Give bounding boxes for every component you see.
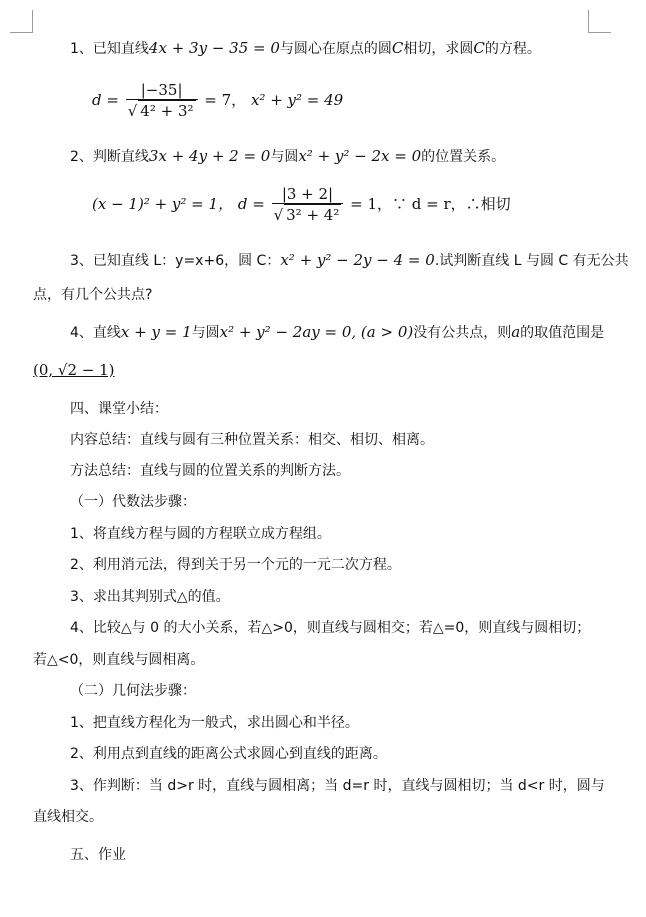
q2-text: 2、判断直线 [70,149,149,165]
q4-text-mid: 与圆 [191,325,220,341]
q4-text: 4、直线 [70,325,121,341]
page-corner-mark-top-left [10,10,33,33]
q4-answer: (0, √2 − 1) [33,361,115,379]
q1-line-equation: 4x + 3y − 35 = 0 [148,39,280,57]
q2-solution-d: d = [237,195,270,213]
geometry-heading: （二）几何法步骤： [70,683,196,699]
q2-solution-fraction [272,185,344,225]
q1-text-mid: 与圆心在原点的圆 [279,41,392,57]
q2-fraction-numerator: |3 + 2| [272,185,344,204]
question-3-line-2: 点，有几个公共点? [33,287,153,303]
q2-text-mid: 与圆 [270,149,299,165]
q1-solution [92,80,343,121]
q4-line-equation: x + y = 1 [120,323,192,341]
algebra-step-1: 1、将直线方程与圆的方程联立成方程组。 [70,526,331,542]
summary-heading: 四、课堂小结： [70,401,168,417]
geometry-step-3-line-2: 直线相交。 [33,809,103,825]
q2-text-end: 的位置关系。 [421,149,506,165]
q4-text-end: 的取值范围是 [520,325,605,341]
geometry-step-2: 2、利用点到直线的距离公式求圆心到直线的距离。 [70,746,387,762]
q1-solution-circle: x² + y² = 49 [250,91,344,109]
q2-solution-result: = 1，∵ d = r，∴相切 [350,195,511,213]
summary-method: 方法总结：直线与圆的位置关系的判断方法。 [70,463,350,479]
algebra-heading: （一）代数法步骤： [70,494,196,510]
algebra-step-4-line-1: 4、比较△与 0 的大小关系，若△>0，则直线与圆相交；若△=0，则直线与圆相切； [70,620,591,636]
algebra-step-2: 2、利用消元法，得到关于另一个元的一元二次方程。 [70,557,401,573]
question-4 [70,322,604,343]
q1-circle-var-2: C [473,39,485,57]
summary-content: 内容总结：直线与圆有三种位置关系：相交、相切、相离。 [70,432,434,448]
question-1 [70,38,541,59]
q2-fraction-denominator: √ 3² + 4² [273,206,340,224]
page-corner-mark-top-right [588,10,611,33]
q3-text: 3、已知直线 L：y=x+6，圆 C： [70,253,281,269]
q1-fraction-denominator: √ 4² + 3² [127,102,194,120]
q1-solution-result: = 7， [204,91,247,109]
q1-solution-fraction [126,81,198,121]
question-3-line-1 [70,250,629,271]
q2-solution-circle: (x − 1)² + y² = 1， [92,195,234,213]
q1-solution-d: d = [92,91,119,109]
q3-circle-equation: x² + y² − 2y − 4 = 0 [280,251,435,269]
q4-circle-equation: x² + y² − 2ay = 0, (a > 0) [219,323,414,341]
question-2 [70,146,505,167]
algebra-step-3: 3、求出其判别式△的值。 [70,589,230,605]
q4-text-mid2: 没有公共点，则 [413,325,512,341]
q2-circle-equation: x² + y² − 2x = 0 [298,147,422,165]
q2-solution [92,184,511,225]
algebra-step-4-line-2: 若△<0，则直线与圆相离。 [33,652,205,668]
q2-line-equation: 3x + 4y + 2 = 0 [148,147,271,165]
geometry-step-1: 1、把直线方程化为一般式，求出圆心和半径。 [70,715,359,731]
homework-heading: 五、作业 [70,847,126,863]
q3-text-end: .试判断直线 L 与圆 C 有无公共 [434,253,629,269]
q1-text: 1、已知直线 [70,41,149,57]
q4-variable: a [511,323,521,341]
q1-circle-var: C [391,39,404,57]
geometry-step-3-line-1: 3、作判断：当 d>r 时，直线与圆相离；当 d=r 时，直线与圆相切；当 d<r 时，圆与 [70,778,605,794]
q1-fraction-numerator: |−35| [126,81,198,100]
q1-text-end: 的方程。 [484,41,541,57]
q1-text-mid2: 相切，求圆 [403,41,474,57]
